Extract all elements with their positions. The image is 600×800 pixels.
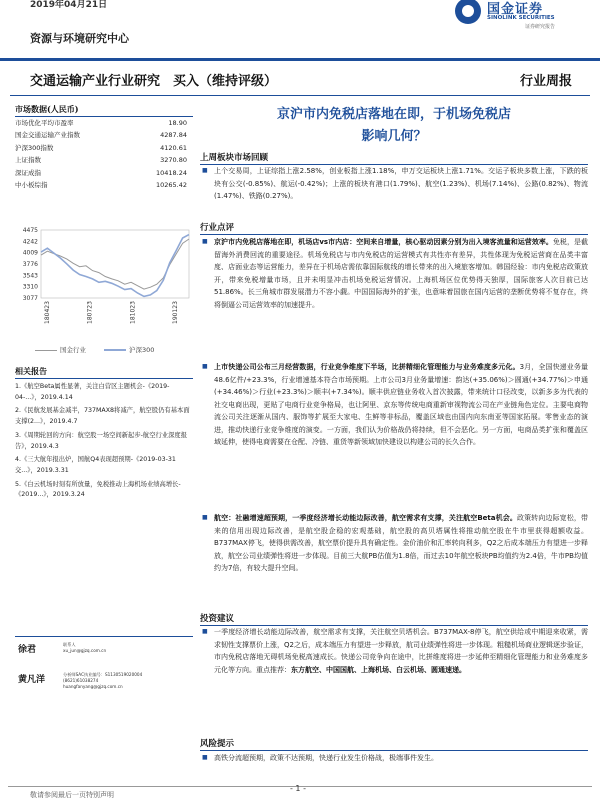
comment-paragraph-express xyxy=(200,361,588,449)
y-tick-label: 4242 xyxy=(22,238,38,246)
section-heading: 行业点评 xyxy=(200,221,588,235)
recommended-stocks: 东方航空、中国国航、上海机场、白云机场、圆通速递。 xyxy=(291,665,466,674)
page-number: - 1 - xyxy=(290,784,306,793)
analyst-role: 联系人 xyxy=(63,642,76,647)
research-center: 资源与环境研究中心 xyxy=(30,32,129,45)
market-data-label: 中小板综指 xyxy=(15,180,48,189)
legend-item-hs300: 沪深300 xyxy=(104,345,154,354)
legend-line-icon xyxy=(104,349,126,351)
chart-plot-frame xyxy=(41,230,189,298)
y-tick-label: 3310 xyxy=(22,283,38,291)
footer-disclaimer: 敬请参阅最后一页特别声明 xyxy=(30,791,114,799)
legend-line-icon xyxy=(35,350,57,351)
paragraph-lead: 航空：社融增速超预期，一季度经济增长动能边际改善，航空需求有支撑，关注航空Beta机会。 xyxy=(214,514,517,522)
main-title-line1: 京沪市内免税店落地在即，于机场免税店 xyxy=(276,107,511,122)
y-tick-label: 4475 xyxy=(22,227,38,234)
related-report-item[interactable]: 4.《三大航年报出炉，国航Q4表现超预期-《2019-03-31交...》，2019.3.31 xyxy=(15,456,176,474)
paragraph-lead: 上市快递公司公布三月经营数据，行业竞争维度下半场，比拼精细化管理能力与业务难度多元化。 xyxy=(214,363,520,371)
market-data-value: 4120.61 xyxy=(160,143,187,152)
analyst-name: 黄凡洋 xyxy=(18,675,46,685)
analyst-phone: (8621)61038274 xyxy=(63,678,99,683)
series-line-industry xyxy=(41,239,189,289)
comment-paragraph-aviation xyxy=(200,512,588,575)
market-data-row xyxy=(15,129,193,141)
market-data-title: 市场数据(人民币) xyxy=(15,104,193,117)
related-reports xyxy=(15,366,193,501)
index-chart-svg xyxy=(15,226,193,331)
related-report-item[interactable]: 2.《民航发展基金减半，737MAX8将减产，航空股仍有基本面支撑(2...》，2019.4.7 xyxy=(15,407,190,426)
report-type: 行业周报 xyxy=(519,74,572,89)
market-data-label: 沪深300指数 xyxy=(15,143,54,152)
section-industry-comment xyxy=(200,221,588,235)
market-data-label: 上证指数 xyxy=(15,156,41,165)
market-data-value: 10418.24 xyxy=(155,168,187,177)
market-data-row xyxy=(15,179,193,191)
y-tick-label: 3543 xyxy=(22,272,38,280)
analyst-divider xyxy=(15,636,193,637)
market-data-label: 国金交通运输产业指数 xyxy=(15,131,80,140)
market-data-value: 18.90 xyxy=(168,119,187,127)
logo-mark-icon xyxy=(455,0,481,24)
market-data-row xyxy=(15,142,193,154)
report-date: 2019年04月21日 xyxy=(30,0,108,10)
analyst-info xyxy=(63,642,106,654)
market-data-panel xyxy=(15,104,193,191)
header-divider xyxy=(0,58,600,61)
chart-legend xyxy=(15,339,193,354)
section-heading: 上周板块市场回顾 xyxy=(200,151,588,165)
x-tick-label: 181023 xyxy=(129,301,137,324)
section-heading: 风险提示 xyxy=(200,737,588,751)
section-risk xyxy=(200,737,588,751)
legend-item-industry: 国金行业 xyxy=(35,345,86,354)
x-tick-label: 180423 xyxy=(44,301,51,324)
logo-tag: 证券研究报告 xyxy=(525,24,556,30)
market-data-label: 深证成指 xyxy=(15,168,41,177)
paragraph-body: 3月，全国快递业务量48.6亿件/+23.3%，行业增速基本符合市场预期。上市公司3月业务量增速：韵达(+35.06%)＞圆通(+34.77%)＞申通(+34.46%)＞行业(+23.3%)＞顺丰(+7.34%)。顺丰供应链业务收入首次披露，带来统计口径改变，以新多多为代表的社交电商出现，更贴了电商行业竞争格局，也让阿里、京东等传统电商重新审视物流公司在产业链角色定位。主要电商物流公司关注逐渐从国内、服饰等扩展至大家电、生鲜等非标品，覆盖区域也由国内向东南亚等国家拓展。零售业态的演进，推动快递行业竞争维度的演变。一方面，我们认为价格战仍将持续，但不会恶化。另一方面，电商品类扩张和覆盖区域延伸，使得电商需要在仓配、冷链、重货等新领域加快建设以构建公司的长久合作。 xyxy=(214,363,588,446)
market-data-row xyxy=(15,167,193,179)
section-investment xyxy=(200,612,588,626)
main-title-line2: 影响几何？ xyxy=(361,129,427,144)
section-heading: 投资建议 xyxy=(200,612,588,626)
market-data-row xyxy=(15,154,193,166)
related-report-item[interactable]: 5.《白云机场时刻有所放量，免税推动上海机场业绩高增长-《2019...》，2019.3.24 xyxy=(15,480,181,499)
analyst-role: 分析师SAC执业编号：S1130519020004 xyxy=(63,672,143,677)
report-title: 交通运输产业行业研究 买入（维持评级） xyxy=(30,74,278,89)
market-data-value: 10265.42 xyxy=(155,180,187,189)
paragraph-body: 政策转向边际宽松，带来的信用出现边际改善，是航空股企稳的宏观基础，航空股的高贝塔属性将推动航空股在牛市里获得超额收益。B737MAX停飞，使得供需改善，航空票价提升具有确定性。金价油价和汇率转向利多，Q2之后成本端压力有望进一步释放，航空公司业绩弹性将进一步体现。目前三大航PB估值为1.8倍，而过去10年航空板块PB均值约为2.4倍，牛市PB均值约为7倍，有较大提升空间。 xyxy=(214,514,589,572)
risk-paragraph: ■ 高铁分流超预期，政策不达预期，快递行业发生价格战，极端事件发生。 xyxy=(200,752,588,765)
market-data-value: 3270.80 xyxy=(160,156,187,165)
market-data-value: 4287.84 xyxy=(160,131,187,140)
y-tick-label: 4009 xyxy=(22,249,38,257)
analyst-email[interactable]: huangfanyang@gjzq.com.cn xyxy=(63,684,123,689)
related-report-item[interactable]: 3.《周期轮回的方向：航空股一场空间新起步-航空行业深度报告》，2019.4.3 xyxy=(15,431,187,450)
x-tick-label: 190123 xyxy=(172,301,179,324)
paragraph-body: 免税，是截留海外消费回流的重要途径。机场免税店与市内免税店的运营模式有共性亦有差异，共性体现为免税运营商在品类丰富度、店面业态等运营能力，差异在于机场店需依靠国际航线的增长带来的出入境旅客增加。韩国经验：市内免税店政策放开，带来免税增量市场，且并未明显冲击机场免税运营情况。上海机场区位优势得天独厚，国际旅客人次目前已达51.86%。长三角城市群发展潜力不容小觑。中国国际海外的扩张，也意味着国旅在国内运营的垄断优势将不复存在，终将倒逼公司运营效率的加速提升。 xyxy=(214,238,589,309)
investment-paragraph xyxy=(200,626,588,676)
review-paragraph: ■ 上个交易周，上证综指上涨2.58%，创业板指上涨1.18%，申万交运板块上涨1.71%。交运子板块多数上涨，下跌的板块有公交(-0.85%)、航运(-0.42%)；上涨的板块有港口(1.79%)、航空(1.23%)、机场(7.14%)、公路(0.82%)、物流(1.47%)、铁路(0.27%)。 xyxy=(200,165,588,203)
related-report-item[interactable]: 1.《航空Beta属性显著，关注白营区主题机会-《2019-04-...》，2019.4.14 xyxy=(15,383,170,401)
market-data-label: 市场优化平均市盈率 xyxy=(15,119,74,127)
y-tick-label: 3776 xyxy=(22,261,38,268)
analyst-name: 徐君 xyxy=(18,645,37,655)
index-chart xyxy=(15,226,193,341)
logo-cn: 国金证券 xyxy=(487,2,544,17)
paragraph-body: 一季度经济增长动能边际改善，航空需求有支撑，关注航空贝塔机会。B737MAX-8停飞，航空供给或中期迎来收紧，需求韧性支撑票价上涨，Q2之后，成本端压力有望进一步释放，航司业绩弹性将进一步体现。粗糙机场商业逻辑逐步验证，市内免税店落地无碍机场免税高速成长。快递公司竞争向在途中，比拼维度将进一步延伸至精细化管理能力和业务难度多元化等方向。重点推荐： xyxy=(214,628,588,674)
analyst-email[interactable]: xu_jun@gjzq.com.cn xyxy=(63,648,107,653)
market-data-row xyxy=(15,117,193,129)
section-market-review xyxy=(200,151,588,165)
company-logo xyxy=(455,0,600,36)
y-tick-label: 3077 xyxy=(22,295,38,302)
related-reports-title: 相关报告 xyxy=(15,366,193,379)
market-data-table xyxy=(15,117,193,191)
x-tick-label: 180723 xyxy=(86,301,94,324)
logo-en: SINOLINK SECURITIES xyxy=(487,15,555,21)
comment-paragraph-duty-free xyxy=(200,236,588,311)
main-title xyxy=(200,104,588,148)
analyst-info xyxy=(63,672,142,690)
title-divider xyxy=(10,95,590,96)
series-line-hs300 xyxy=(41,235,189,297)
paragraph-lead: 京沪市内免税店落地在即，机场店vs市内店：空间来自增量，核心驱动因素分别为出入境客流量和运营效率。 xyxy=(214,238,553,246)
